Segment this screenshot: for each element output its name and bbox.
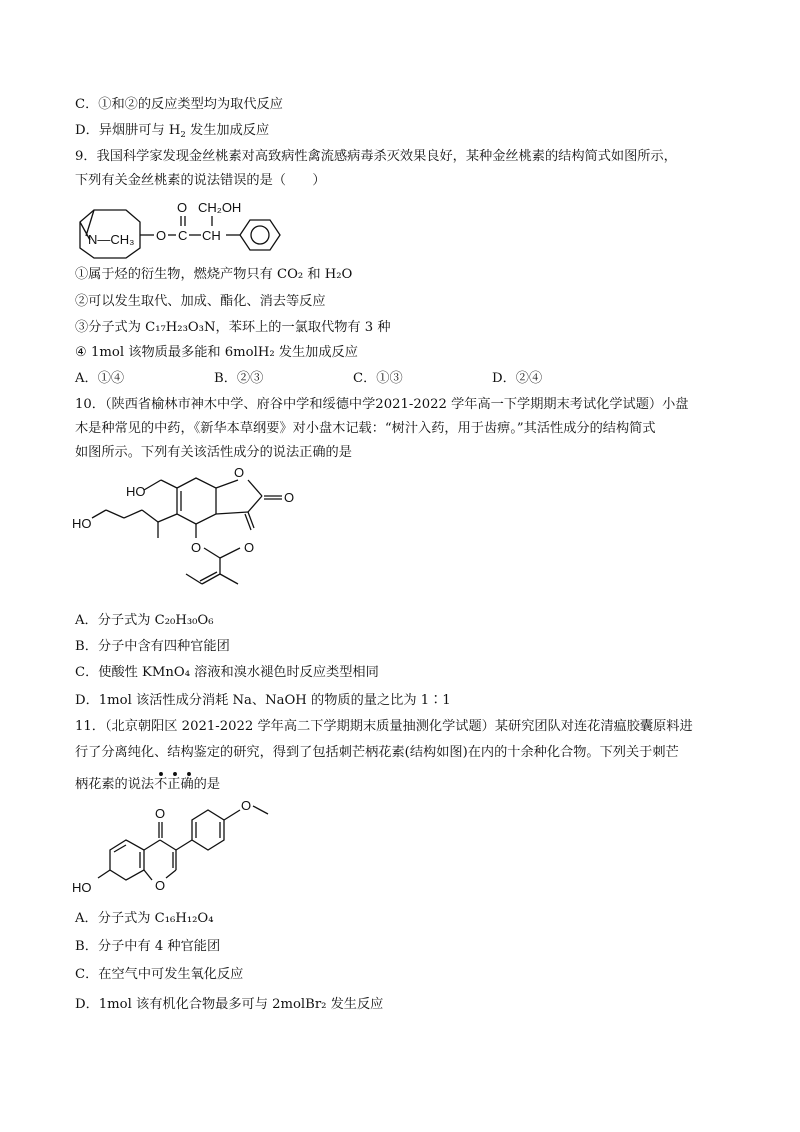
q11-emphasis-dots — [150, 770, 210, 778]
q10-label-o-keto: O — [284, 490, 295, 505]
q10-option-a: A．分子式为 C₂₀H₃₀O₆ — [75, 613, 214, 628]
q10-option-c: C．使酸性 KMnO₄ 溶液和溴水褪色时反应类型相同 — [75, 665, 379, 680]
q9-stem-line1: 9．我国科学家发现金丝桃素对高致病性禽流感病毒杀灭效果良好，某种金丝桃素的结构简式如图所示， — [75, 149, 677, 164]
q9-statement-3: ③分子式为 C₁₇H₂₃O₃N，苯环上的一氯取代物有 3 种 — [75, 320, 391, 335]
q10-label-o-ester: O — [191, 540, 202, 555]
q10-label-o-ester2: O — [244, 540, 255, 555]
q11-benzo-ring — [110, 840, 144, 880]
q11-label-o-me: O — [241, 800, 252, 813]
q9-statement-4: ④ 1mol 该物质最多能和 6molH₂ 发生加成反应 — [75, 345, 358, 360]
q11-label-ho: HO — [72, 880, 92, 895]
q10-label-ho2: HO — [72, 516, 92, 531]
q9-structure — [68, 196, 298, 266]
q10-label-ho1: HO — [126, 484, 146, 499]
q9-label-n-ch3: N—CH₃ — [88, 232, 135, 247]
q9-label-c: C — [178, 228, 188, 243]
q10-label-o-ring: O — [234, 466, 245, 480]
q9-stem-line2: 下列有关金丝桃素的说法错误的是（ ） — [75, 173, 326, 188]
q9-label-o1: O — [177, 200, 188, 215]
q9-options — [75, 370, 542, 388]
q11-phenyl-ring — [192, 810, 224, 850]
q9-option-a: A．①④ — [75, 371, 125, 386]
q11-option-c: C．在空气中可发生氧化反应 — [75, 967, 244, 982]
q11-stem-line2: 行了分离纯化、结构鉴定的研究，得到了包括刺芒柄花素(结构如图)在内的十余种化合物。下列关于刺芒 — [75, 745, 679, 760]
q11-option-a: A．分子式为 C₁₆H₁₂O₄ — [75, 911, 214, 926]
q11-stem-line3: 柄花素的说法不正确的是 — [75, 777, 221, 792]
q10-stem-line3: 如图所示。下列有关该活性成分的说法正确的是 — [75, 445, 352, 460]
q11-label-o-ring: O — [155, 878, 166, 893]
q9-option-d: D．②④ — [492, 371, 543, 386]
q9-statement-1: ①属于烃的衍生物，燃烧产物只有 CO₂ 和 H₂O — [75, 267, 353, 282]
q9-statement-2: ②可以发生取代、加成、酯化、消去等反应 — [75, 294, 326, 309]
q8-option-d: D．异烟肼可与 $H_2$ 发生加成反应 — [75, 123, 270, 140]
q11-option-d: D．1mol 该有机化合物最多可与 2molBr₂ 发生反应 — [75, 997, 384, 1012]
q10-option-b: B．分子中含有四种官能团 — [75, 639, 230, 654]
q9-option-b: B．②③ — [214, 371, 264, 386]
q9-label-ch: CH — [202, 228, 221, 243]
q10-stem-line1: 10．（陕西省榆林市神木中学、府谷中学和绥德中学2021-2022 学年高一下学期期末考试化学试题）小盘 — [75, 397, 689, 412]
q8-option-c: C．①和②的反应类型均为取代反应 — [75, 97, 283, 112]
q11-option-b: B．分子中有 4 种官能团 — [75, 939, 221, 954]
q9-option-c: C．①③ — [353, 371, 403, 386]
q11-label-o-keto: O — [155, 806, 166, 821]
q10-structure — [68, 466, 318, 601]
q10-cyclohexene-ring — [177, 478, 216, 524]
q10-stem-line2: 木是种常见的中药，《新华本草纲要》对小盘木记载：“树汁入药，用于齿痹。”其活性成分的结构简式 — [75, 421, 656, 436]
q9-label-o2: O — [156, 228, 167, 243]
q11-structure — [68, 800, 328, 910]
q10-option-d: D．1mol 该活性成分消耗 Na、NaOH 的物质的量之比为 1∶1 — [75, 693, 451, 708]
q11-stem-line1: 11．（北京朝阳区 2021-2022 学年高二下学期期末质量抽测化学试题）某研究团队对连花清瘟胶囊原料进 — [75, 719, 693, 734]
q9-benzene-ring — [240, 220, 280, 250]
q9-label-ch2oh: CH₂OH — [198, 200, 242, 215]
